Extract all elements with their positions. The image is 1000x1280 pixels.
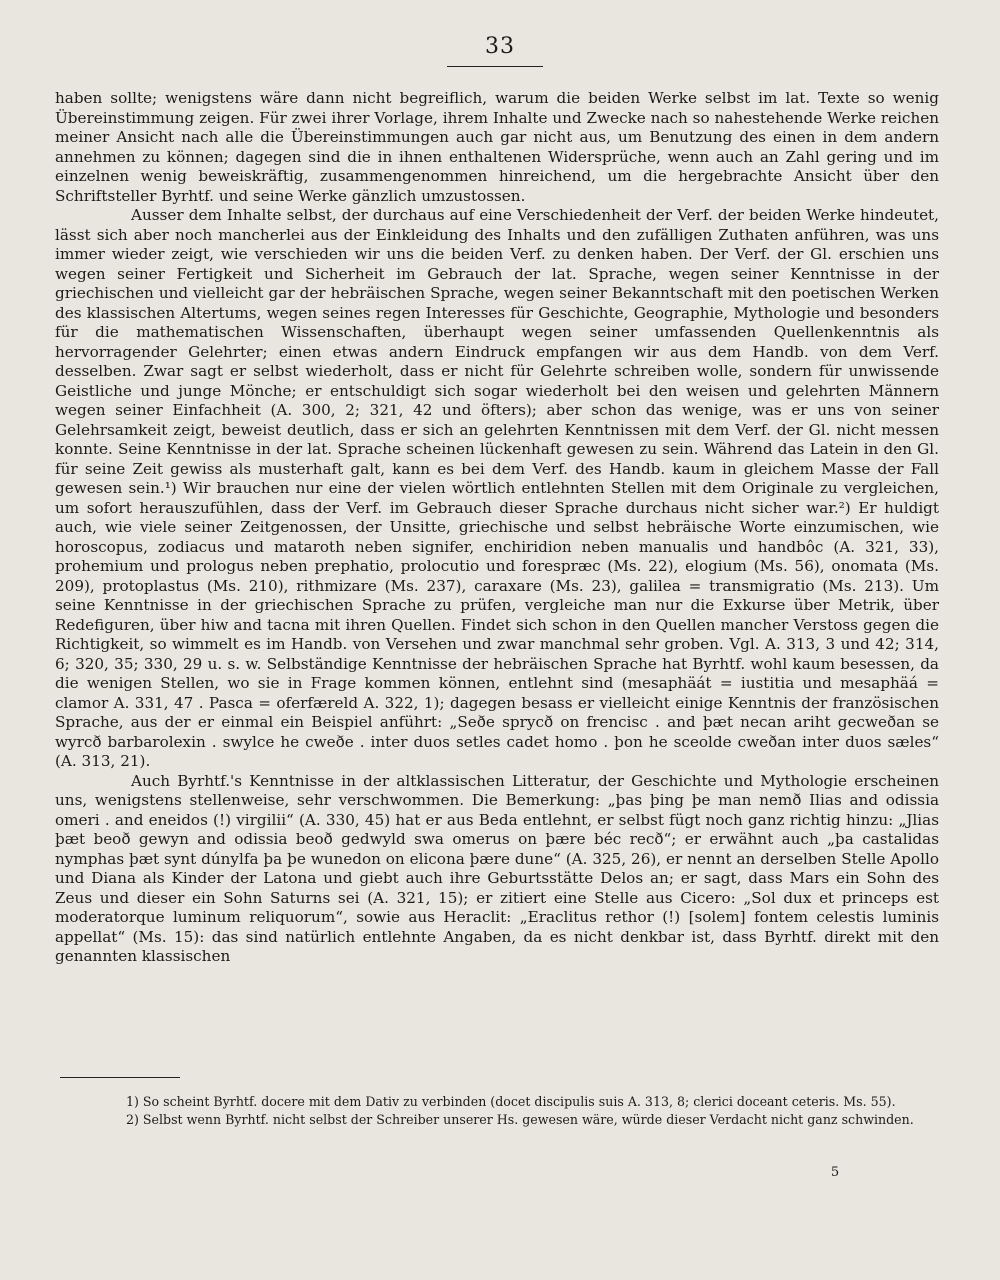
page-number: 33 xyxy=(485,34,515,59)
paragraph-classical-literature: Auch Byrhtf.'s Kenntnisse in der altklassischen Litteratur, der Geschichte und Mythologie erscheinen uns, wenigstens stellenweise, sehr verschwommen. Die Bemerkung: „þas þing þe man nemð Ilias and odissia omeri . and eneidos (!) virgilii“ (A. 330, 45) hat er aus Beda entlehnt, er selbst fügt noch ganz richtig hinzu: „Jlias þæt beoð gewyn and odissia beoð gedwyld swa omerus on þære béc recð“; er erwähnt auch „þa castalidas nymphas þæt synt dúnylfa þa þe wunedon on elicona þære dune“ (A. 325, 26), er nennt an derselben Stelle Apollo und Diana als Kinder der Latona und giebt auch ihre Geburtsstätte Delos an; er sagt, dass Mars ein Sohn des Zeus und dieser ein Sohn Saturns sei (A. 321, 15); er zitiert eine Stelle aus Cicero: „Sol dux et princeps est moderatorque luminum reliquorum“, sowie aus Heraclit: „Eraclitus rethor (!) [solem] fontem celestis luminis appellat“ (Ms. 15): das sind natürlich entlehnte Angaben, da es nicht denkbar ist, dass Byrhtf. direkt mit den genannten klassischen xyxy=(55,771,939,965)
footnote-rule xyxy=(60,1077,180,1078)
paragraph-knowledge: Ausser dem Inhalte selbst, der durchaus auf eine Verschiedenheit der Verf. der beiden Werke hindeutet, lässt sich aber noch mancherlei aus der Einkleidung des Inhalts und den zufälligen Zuthaten anführen, was uns immer wieder zeigt, wie verschieden wir uns die beiden Verf. zu denken haben. Der Verf. der Gl. erschien uns wegen seiner Fertigkeit und Sicherheit im Gebrauch der lat. Sprache, wegen seiner Kenntnisse in der griechischen und vielleicht gar der hebräischen Sprache, wegen seiner Bekanntschaft mit den poetischen Werken des klassischen Altertums, wegen seines regen Interesses für Geschichte, Geographie, Mythologie und besonders für die mathematischen Wissenschaften, überhaupt wegen seiner umfassenden Quellenkenntnis als hervorragender Gelehrter; einen etwas andern Eindruck empfangen wir aus dem Handb. von dem Verf. desselben. Zwar sagt er selbst wiederholt, dass er nicht für Gelehrte schreiben wolle, sondern für unwissende Geistliche und junge Mönche; er entschuldigt sich sogar wiederholt bei den weisen und gelehrten Männern wegen seiner Einfachheit (A. 300, 2; 321, 42 und öfters); aber schon das wenige, was er uns von seiner Gelehrsamkeit zeigt, beweist deutlich, dass er sich an gelehrten Kenntnissen mit dem Verf. der Gl. nicht messen konnte. Seine Kenntnisse in der lat. Sprache scheinen lückenhaft gewesen zu sein. Während das Latein in den Gl. für seine Zeit gewiss als musterhaft galt, kann es bei dem Verf. des Handb. kaum in gleichem Masse der Fall gewesen sein.¹) Wir brauchen nur eine der vielen wörtlich entlehnten Stellen mit dem Originale zu vergleichen, um sofort herauszufühlen, dass der Verf. im Gebrauch dieser Sprache durchaus nicht sicher war.²) Er huldigt auch, wie viele seiner Zeitgenossen, der Unsitte, griechische und selbst hebräische Worte einzumischen, wie horoscopus, zodiacus und mataroth neben signifer, enchiridion neben manualis und handbôc (A. 321, 33), prohemium und prologus neben prephatio, prolocutio und foresprӕc (Ms. 22), elogium (Ms. 56), onomata (Ms. 209), protoplastus (Ms. 210), rithmizare (Ms. 237), caraxare (Ms. 23), galilea = transmigratio (Ms. 213). Um seine Kenntnisse in der griechischen Sprache zu prüfen, vergleiche man nur die Exkurse über Metrik, über Redefiguren, über hiw and tacna mit ihren Quellen. Findet sich schon in den Quellen mancher Verstoss gegen die Richtigkeit, so wimmelt es im Handb. von Versehen und zwar manchmal sehr groben. Vgl. A. 313, 3 und 42; 314, 6; 320, 35; 330, 29 u. s. w. Selbständige Kenntnisse der hebräischen Sprache hat Byrhtf. wohl kaum besessen, da die wenigen Stellen, wo sie in Frage kommen können, entlehnt sind (mesaphäát = iustitia und mesaphäá = clamor A. 331, 47 . Pasca = oferfæreld A. 322, 1); dagegen besass er vielleicht einige Kenntnis der französischen Sprache, aus der er einmal ein Beispiel anführt: „Seðe sprycð on frencisc . and þæt necan ariht gecweðan se wyrcð barbarolexin . swylce he cweðe . inter duos setles cadet homo . þon he sceolde cweðan inter duos sæles“ (A. 313, 21). xyxy=(55,206,939,770)
footnotes xyxy=(60,1093,940,1129)
header-rule xyxy=(447,66,543,67)
body-text xyxy=(55,89,939,967)
paragraph-continued: haben sollte; wenigstens wäre dann nicht begreiflich, warum die beiden Werke selbst im lat. Texte so wenig Übereinstimmung zeigen. Für zwei ihrer Vorlage, ihrem Inhalte und Zwecke nach so nahestehende Werke reichen meiner Ansicht nach alle die Übereinstimmungen auch gar nicht aus, um Benutzung des einen in dem andern annehmen zu können; dagegen sind die in ihnen enthaltenen Widersprüche, wenn auch an Zahl gering und im einzelnen wenig beweiskräftig, zusammengenommen hinreichend, um die hergebrachte Ansicht über den Schriftsteller Byrhtf. und seine Werke gänzlich umzustossen. xyxy=(55,89,939,205)
footnote-1: 1) So scheint Byrhtf. docere mit dem Dativ zu verbinden (docet discipulis suis A. 313, 8; clerici doceant ceteris. Ms. 55). xyxy=(126,1094,896,1109)
footnote-2: 2) Selbst wenn Byrhtf. nicht selbst der Schreiber unserer Hs. gewesen wäre, würde dieser Verdacht nicht ganz schwinden. xyxy=(126,1112,914,1127)
signature-mark: 5 xyxy=(830,1165,840,1180)
